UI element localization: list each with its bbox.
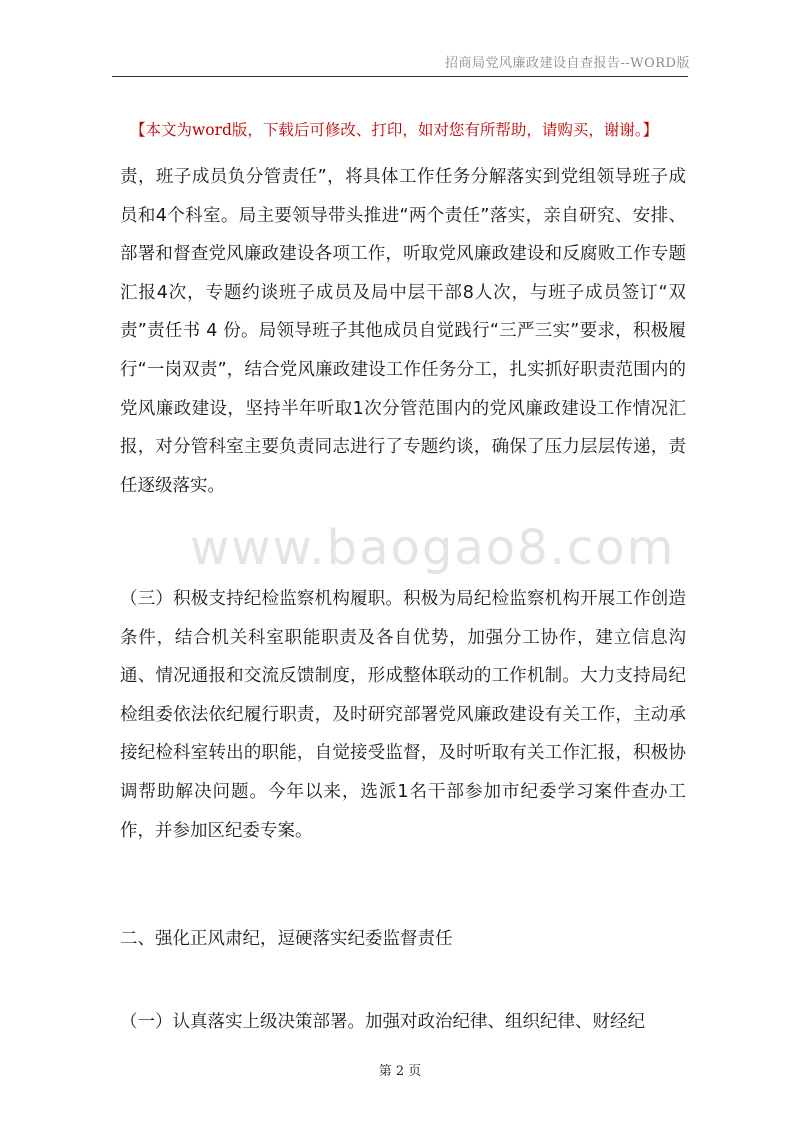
header-title: 招商局党风廉政建设自查报告--WORD版 [444, 56, 690, 71]
paragraph-responsibility: 责，班子成员负分管责任”，将具体工作任务分解落实到党组领导班子成员和4个科室。局主要领导带头推进“两个责任”落实，亲自研究、安排、部署和督查党风廉政建设各项工作，听取党风廉政建设和反腐败工作专题汇报4次，专题约谈班子成员及局中层干部8人次，与班子成员签订“双责”责任书 4 份。局领导班子其他成员自觉践行“三严三实”要求，积极履行“一岗双责”，结合党风廉政建设工作任务分工，扎实抓好职责范围内的党风廉政建设，坚持半年听取1次分管范围内的党风廉政建设工作情况汇报，对分管科室主要负责同志进行了专题约谈，确保了压力层层传递，责任逐级落实。 [120, 167, 686, 496]
page-number: 第 2 页 [378, 1064, 422, 1079]
watermark: www.baogao8.com [190, 520, 676, 576]
paragraph-support-discipline: （三）积极支持纪检监察机构履职。积极为局纪检监察机构开展工作创造条件，结合机关科室职能职责及各自优势，加强分工协作，建立信息沟通、情况通报和交流反馈制度，形成整体联动的工作机制。大力支持局纪检组委依法依纪履行职责，及时研究部署党风廉政建设有关工作，主动承接纪检科室转出的职能，自觉接受监督，及时听取有关工作汇报，积极协调帮助解决问题。今年以来，选派1名干部参加市纪委学习案件查办工作，并参加区纪委专案。 [120, 589, 686, 841]
section-heading: 二、强化正风肃纪，逗硬落实纪委监督责任 [120, 929, 453, 949]
paragraph-decision-deployment: （一）认真落实上级决策部署。加强对政治纪律、组织纪律、财经纪 [120, 1012, 645, 1032]
header-divider [112, 76, 688, 77]
download-notice: 【本文为word版，下载后可修改、打印，如对您有所帮助，请购买，谢谢。】 [130, 121, 659, 139]
